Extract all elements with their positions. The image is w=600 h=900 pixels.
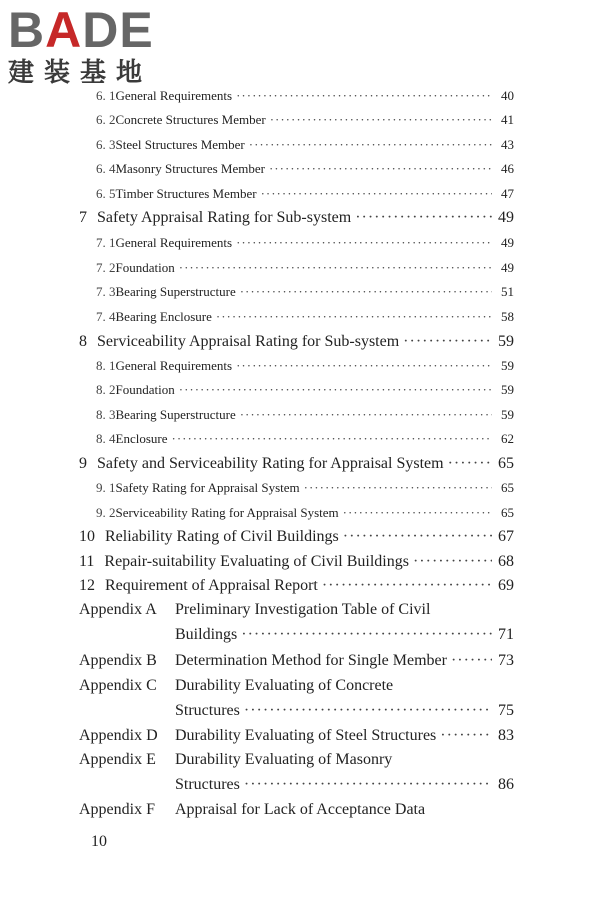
toc-entry-page: 47 <box>501 186 514 201</box>
toc-entry-title: Steel Structures Member <box>115 137 245 152</box>
toc-section-entry[interactable] <box>96 382 514 398</box>
toc-entry-title: Foundation <box>115 382 175 397</box>
appendix-entry[interactable] <box>79 727 514 752</box>
toc-chapter-entry[interactable] <box>79 553 514 571</box>
page-number: 10 <box>91 833 107 850</box>
appendix-page: 73 <box>498 652 514 669</box>
toc-entry-page: 58 <box>501 309 514 324</box>
dot-leader <box>236 235 492 251</box>
appendix-entry[interactable] <box>79 677 514 727</box>
toc-entry-page: 49 <box>498 209 514 226</box>
appendix-entry[interactable] <box>79 751 514 801</box>
toc-section-entry[interactable] <box>96 235 514 251</box>
toc-chapter-entry[interactable] <box>79 333 514 351</box>
toc-chapter-entry[interactable] <box>79 209 514 227</box>
dot-leader <box>236 358 492 374</box>
dot-leader <box>451 652 492 670</box>
toc-section-entry[interactable] <box>96 161 514 177</box>
dot-leader <box>355 209 492 227</box>
toc-entry-title: Enclosure <box>115 431 168 446</box>
toc-entry-number: 8 <box>79 333 87 350</box>
appendix-entry[interactable] <box>79 652 514 677</box>
dot-leader <box>240 284 492 300</box>
toc-entry-page: 65 <box>501 480 514 495</box>
toc-entry-page: 65 <box>501 505 514 520</box>
toc-entry-title: Foundation <box>115 260 175 275</box>
toc-entry-title: Serviceability Rating for Appraisal System <box>115 505 339 520</box>
toc-entry-number: 8. 4 <box>96 431 116 446</box>
dot-leader <box>269 161 492 177</box>
toc-entry-page: 59 <box>501 358 514 373</box>
toc-section-entry[interactable] <box>96 407 514 423</box>
toc-entry-page: 69 <box>498 577 514 594</box>
toc-section-entry[interactable] <box>96 309 514 325</box>
toc-entry-number: 7. 4 <box>96 309 116 324</box>
dot-leader <box>244 702 492 720</box>
dot-leader <box>304 480 492 496</box>
toc-entry-title: Bearing Superstructure <box>115 407 236 422</box>
dot-leader <box>448 455 492 473</box>
appendix-title-line: Appraisal for Lack of Acceptance Data <box>175 801 426 818</box>
toc-entry-page: 59 <box>501 382 514 397</box>
appendix-title-line: Durability Evaluating of Steel Structures <box>175 727 437 744</box>
toc-entry-number: 8. 1 <box>96 358 116 373</box>
toc-section-entry[interactable] <box>96 112 514 128</box>
dot-leader <box>322 577 492 595</box>
toc-entry-number: 9 <box>79 455 87 472</box>
toc-entry-page: 49 <box>501 260 514 275</box>
appendix-title-line: Determination Method for Single Member <box>175 652 447 669</box>
toc-entry-title: Safety Rating for Appraisal System <box>115 480 300 495</box>
toc-section-entry[interactable] <box>96 505 514 521</box>
dot-leader <box>240 407 492 423</box>
toc-section-entry[interactable] <box>96 88 514 104</box>
toc-entry-page: 49 <box>501 235 514 250</box>
toc-entry-title: Serviceability Appraisal Rating for Sub-system <box>97 333 400 350</box>
toc-section-entry[interactable] <box>96 137 514 153</box>
toc-chapter-entry[interactable] <box>79 577 514 595</box>
toc-entry-number: 7. 1 <box>96 235 116 250</box>
appendix-label: Appendix A <box>79 601 157 618</box>
toc-section-entry[interactable] <box>96 186 514 202</box>
appendix-label: Appendix E <box>79 751 156 768</box>
dot-leader <box>343 505 492 521</box>
appendix-page: 83 <box>498 727 514 744</box>
dot-leader <box>171 431 492 447</box>
toc-entry-number: 7. 2 <box>96 260 116 275</box>
dot-leader <box>216 309 492 325</box>
toc-chapter-entry[interactable] <box>79 455 514 473</box>
toc-entry-page: 59 <box>501 407 514 422</box>
toc-entry-page: 51 <box>501 284 514 299</box>
toc-section-entry[interactable] <box>96 358 514 374</box>
toc-section-entry[interactable] <box>96 260 514 276</box>
appendix-title-line: Preliminary Investigation Table of Civil <box>175 601 431 618</box>
toc-entry-title: General Requirements <box>115 358 233 373</box>
toc-entry-title: Safety Appraisal Rating for Sub-system <box>97 209 352 226</box>
toc-entry-page: 40 <box>501 88 514 103</box>
toc-entry-page: 43 <box>501 137 514 152</box>
dot-leader <box>343 528 492 546</box>
toc-entry-number: 6. 2 <box>96 112 116 127</box>
toc-entry-page: 67 <box>498 528 514 545</box>
toc-entry-title: Masonry Structures Member <box>115 161 265 176</box>
appendix-label: Appendix F <box>79 801 155 818</box>
logo-chinese-text: 建装基地 <box>8 58 153 88</box>
toc-entry-number: 10 <box>79 528 95 545</box>
toc-entry-number: 8. 3 <box>96 407 116 422</box>
dot-leader <box>244 776 492 794</box>
toc-entry-number: 11 <box>79 553 95 570</box>
dot-leader <box>261 186 492 202</box>
toc-entry-page: 65 <box>498 455 514 472</box>
logo-wordmark: BADE <box>8 2 154 58</box>
toc-entry-page: 59 <box>498 333 514 350</box>
toc-entry-number: 8. 2 <box>96 382 116 397</box>
toc-entry-title: Bearing Superstructure <box>115 284 236 299</box>
toc-entry-number: 9. 2 <box>96 505 116 520</box>
toc-entry-title: Reliability Rating of Civil Buildings <box>105 528 339 545</box>
toc-section-entry[interactable] <box>96 284 514 300</box>
dot-leader <box>249 137 492 153</box>
appendix-title-line: Structures <box>175 776 240 793</box>
toc-entry-page: 41 <box>501 112 514 127</box>
toc-entry-number: 12 <box>79 577 95 594</box>
dot-leader <box>413 553 492 571</box>
appendix-label: Appendix D <box>79 727 158 744</box>
appendix-title-line: Structures <box>175 702 240 719</box>
toc-section-entry[interactable] <box>96 431 514 447</box>
appendix-title-line: Buildings <box>175 626 238 643</box>
dot-leader <box>179 382 492 398</box>
dot-leader <box>236 88 492 104</box>
appendix-title-line: Durability Evaluating of Masonry <box>175 751 393 768</box>
toc-entry-number: 6. 4 <box>96 161 116 176</box>
appendix-page: 75 <box>498 702 514 719</box>
dot-leader <box>270 112 492 128</box>
dot-leader <box>179 260 492 276</box>
appendix-page: 71 <box>498 626 514 643</box>
toc-entry-number: 7 <box>79 209 87 226</box>
toc-entry-title: Safety and Serviceability Rating for Appraisal System <box>97 455 444 472</box>
toc-entry-number: 6. 1 <box>96 88 116 103</box>
appendix-label: Appendix C <box>79 677 157 694</box>
appendix-entry[interactable] <box>79 601 514 651</box>
toc-entry-title: Repair-suitability Evaluating of Civil Buildings <box>104 553 409 570</box>
appendix-title-line: Durability Evaluating of Concrete <box>175 677 394 694</box>
appendix-label: Appendix B <box>79 652 157 669</box>
toc-entry-title: General Requirements <box>115 88 233 103</box>
dot-leader <box>241 626 492 644</box>
appendix-page: 86 <box>498 776 514 793</box>
toc-chapter-entry[interactable] <box>79 528 514 546</box>
toc-entry-number: 6. 3 <box>96 137 116 152</box>
toc-entry-page: 62 <box>501 431 514 446</box>
toc-entry-number: 6. 5 <box>96 186 116 201</box>
toc-section-entry[interactable] <box>96 480 514 496</box>
appendix-entry[interactable] <box>79 801 514 826</box>
toc-entry-number: 9. 1 <box>96 480 116 495</box>
bade-logo <box>8 4 178 96</box>
toc-entry-title: Requirement of Appraisal Report <box>105 577 318 594</box>
toc-entry-title: General Requirements <box>115 235 233 250</box>
toc-entry-number: 7. 3 <box>96 284 116 299</box>
toc-entry-title: Bearing Enclosure <box>115 309 212 324</box>
toc-entry-page: 68 <box>498 553 514 570</box>
toc-entry-page: 46 <box>501 161 514 176</box>
toc-entry-title: Timber Structures Member <box>115 186 257 201</box>
dot-leader <box>403 333 492 351</box>
dot-leader <box>440 727 492 745</box>
toc-entry-title: Concrete Structures Member <box>115 112 266 127</box>
